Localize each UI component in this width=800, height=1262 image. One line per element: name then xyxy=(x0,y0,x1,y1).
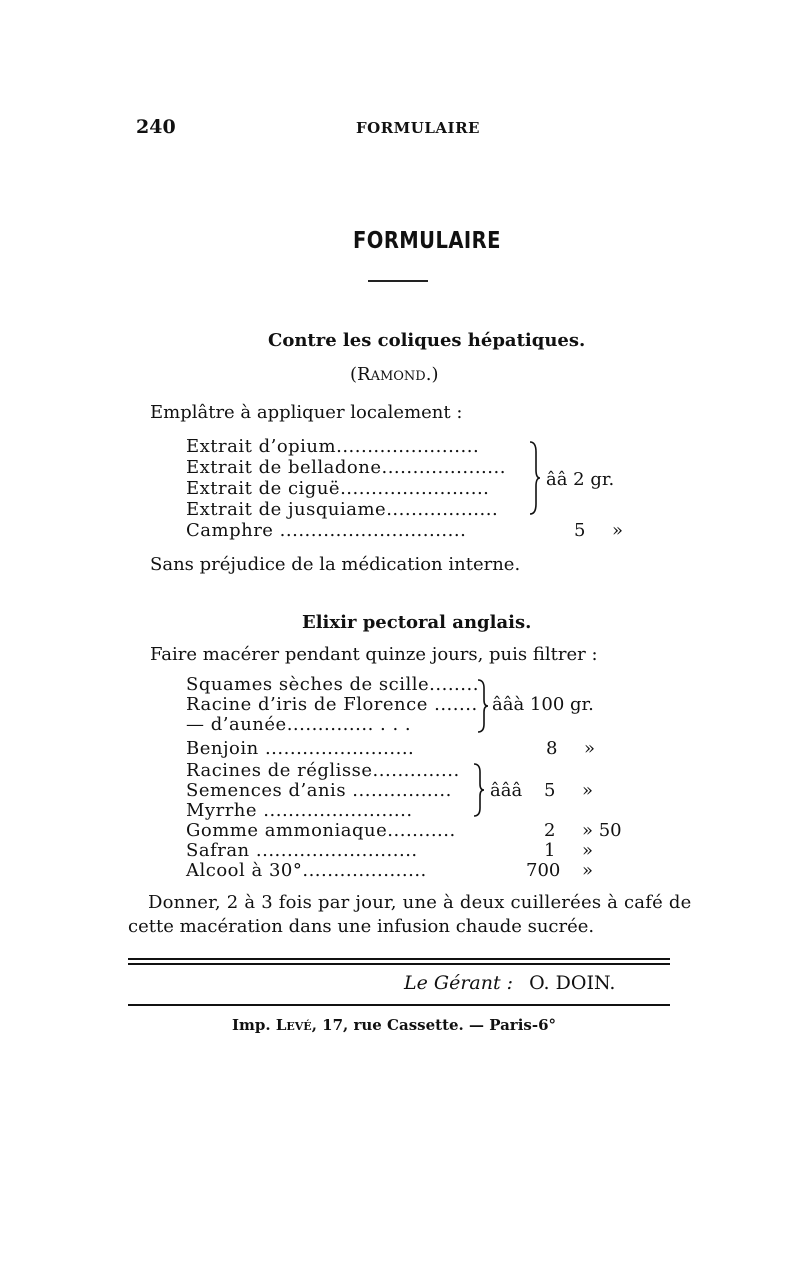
group-unit: » xyxy=(582,780,594,801)
alcool-unit: » xyxy=(582,860,594,881)
author-name: (Ramond.) xyxy=(350,364,439,385)
ingredient-row: Myrrhe ........................ xyxy=(186,800,413,821)
ingredient-row: Extrait de jusquiame.................. xyxy=(186,499,499,520)
camphre-quantity: 5 xyxy=(574,520,586,541)
section1-note: Sans préjudice de la médication interne. xyxy=(150,554,521,575)
brace-group-1 xyxy=(528,440,542,516)
section2-intro: Faire macérer pendant quinze jours, puis filtrer : xyxy=(150,644,598,665)
ingredient-row: Safran .......................... xyxy=(186,840,418,861)
imprint-address: 17, rue Cassette. — Paris-6° xyxy=(322,1016,557,1034)
group-quantity: 5 xyxy=(544,780,556,801)
main-title: FORMULAIRE xyxy=(353,228,501,254)
camphre-unit: » xyxy=(612,520,624,541)
separator-rule-top xyxy=(128,958,670,960)
group-quantity: ââ 2 gr. xyxy=(546,469,615,490)
ingredient-row: Semences d’anis ................ xyxy=(186,780,452,801)
benjoin-unit: » xyxy=(584,738,596,759)
signature-name: O. DOIN. xyxy=(529,972,616,994)
gomme-unit: » 50 xyxy=(582,820,622,841)
ornament-divider xyxy=(368,280,428,282)
section1-author xyxy=(350,364,438,385)
safran-quantity: 1 xyxy=(544,840,556,861)
group-prefix: âââ xyxy=(490,780,523,801)
ingredient-row: Squames sèches de scille........ xyxy=(186,674,479,695)
section1-heading: Contre les coliques hépatiques. xyxy=(268,330,586,351)
ingredient-row: — d’aunée.............. . . . xyxy=(186,714,412,735)
signature-label: Le Gérant : xyxy=(404,972,514,994)
separator-rule-middle xyxy=(128,963,670,965)
ingredient-row: Benjoin ........................ xyxy=(186,738,415,759)
ingredient-row: Racine d’iris de Florence ....... xyxy=(186,694,478,715)
gomme-quantity: 2 xyxy=(544,820,556,841)
ingredient-row: Gomme ammoniaque........... xyxy=(186,820,456,841)
ingredient-row: Racines de réglisse.............. xyxy=(186,760,460,781)
imprint-prefix: Imp. xyxy=(232,1016,271,1034)
running-title: FORMULAIRE xyxy=(356,119,480,137)
section2-heading: Elixir pectoral anglais. xyxy=(302,612,532,633)
section1-intro: Emplâtre à appliquer localement : xyxy=(150,402,463,423)
page-number: 240 xyxy=(136,116,176,138)
signature-line xyxy=(404,972,615,994)
safran-unit: » xyxy=(582,840,594,861)
ingredient-row: Extrait de ciguë........................ xyxy=(186,478,490,499)
ingredient-row: Extrait d’opium....................... xyxy=(186,436,480,457)
imprint-printer: Levé, xyxy=(275,1016,317,1034)
alcool-quantity: 700 xyxy=(526,860,561,881)
closing-paragraph-line-1: Donner, 2 à 3 fois par jour, une à deux cuillerées à café de xyxy=(148,892,692,913)
separator-rule-bottom xyxy=(128,1004,670,1006)
ingredient-row: Camphre .............................. xyxy=(186,520,467,541)
closing-paragraph-line-2: cette macération dans une infusion chaude sucrée. xyxy=(128,916,595,937)
imprint-line xyxy=(232,1016,556,1034)
ingredient-row: Alcool à 30°.................... xyxy=(186,860,427,881)
brace-group-2 xyxy=(476,678,490,734)
brace-group-3 xyxy=(472,762,486,818)
benjoin-quantity: 8 xyxy=(546,738,558,759)
ingredient-row: Extrait de belladone.................... xyxy=(186,457,506,478)
group-quantity: ââà 100 gr. xyxy=(492,694,594,715)
